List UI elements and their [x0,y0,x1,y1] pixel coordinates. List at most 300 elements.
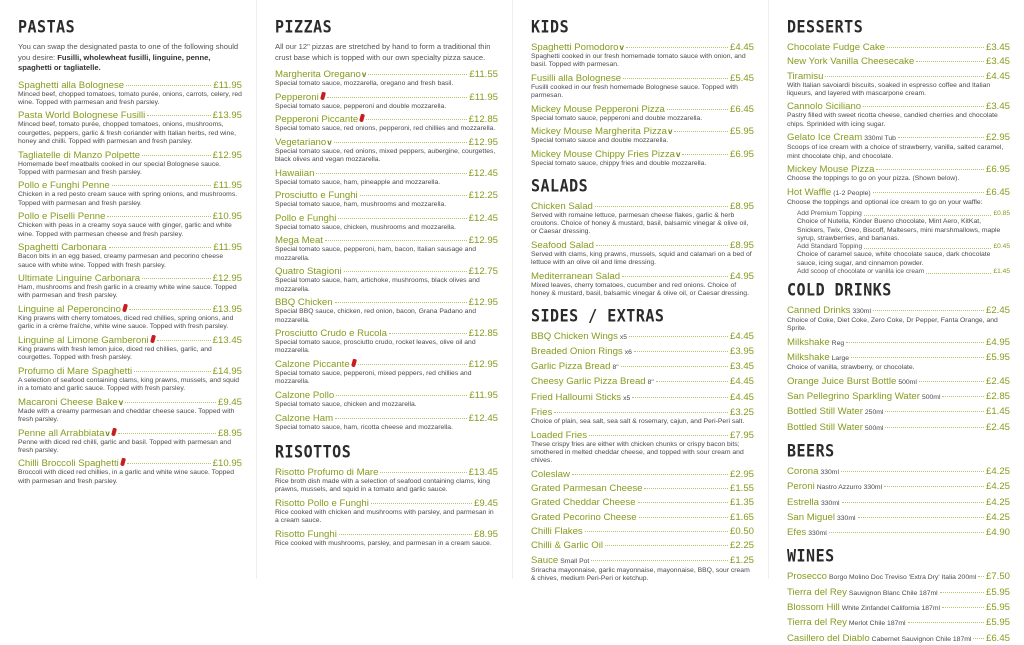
menu-item-price: £3.95 [729,345,754,357]
menu-item [531,331,754,343]
menu-item [18,335,242,363]
premium-topping-desc: Choice of Nutella, Kinder Bueno chocolate, Mint Aero, KitKat, Snickers, Twix, Oreo, Biscoff, Maltesers, mini marshmallows, maple syrup, strawberries, and bananas. [797,218,1001,243]
menu-item-size: Sauvignon Blanc Chile 187ml [848,589,938,597]
menu-item-price: £12.45 [468,167,498,179]
menu-item [787,56,1010,67]
menu-item [787,101,1010,129]
menu-item-row [18,180,242,191]
menu-item-name: Prosecco [787,571,827,583]
menu-item-name: Mickey Mouse Margherita Pizza [531,126,667,138]
menu-item [275,359,498,387]
menu-item-row [275,137,498,148]
menu-item [18,428,242,456]
menu-item-row [531,346,754,358]
menu-item-price: £1.65 [729,511,754,523]
menu-item [531,469,754,480]
menu-item-description: Special tomato sauce, ham, ricotta cheese and mozzarella. [275,423,453,431]
menu-item-row [531,42,754,53]
menu-item-row [531,512,754,523]
desserts-list [787,42,1010,207]
menu-item-name: Vegetariano [275,136,327,148]
menu-item-price: £11.95 [469,91,498,103]
menu-item [787,376,1010,388]
menu-item-description: Special tomato sauce, ham, pineapple and mozzarella. [275,178,441,186]
menu-item-description: Homemade beef meatballs cooked in our special Bolognese sauce. Topped with parmesan and fresh parsley. [18,160,221,176]
menu-item [531,483,754,494]
menu-item-row [787,602,1010,614]
menu-item-size: 330ml Tub [864,135,896,143]
menu-item-row [787,352,1010,364]
menu-item-price: £3.45 [985,101,1010,113]
menu-item [18,366,242,394]
menu-item [275,190,498,209]
pizzas-list [275,69,498,432]
menu-item-row [787,71,1010,82]
menu-item [275,168,498,187]
menu-item-name: Blossom Hill [787,601,840,613]
menu-item [275,114,498,133]
menu-item-name: Milkshake [787,336,830,348]
menu-item-name: Efes [787,527,807,539]
menu-item-name: Cannolo Siciliano [787,101,862,113]
menu-item-row [787,422,1010,434]
menu-item-price: £4.95 [985,336,1010,348]
chilli-icon [111,427,117,436]
menu-item-row [787,406,1010,418]
menu-item-description: Special tomato sauce, chicken and mozzarella. [275,400,417,408]
menu-item-description: Special tomato sauce, prosciutto crudo, rocket leaves, olive oil and mozzarella. [275,339,476,355]
menu-item-price: £4.25 [985,481,1010,493]
menu-item [531,42,754,70]
menu-item-name: Tagliatelle di Manzo Polpette [18,149,141,161]
menu-item-row [787,42,1010,53]
menu-item-price: £9.45 [217,396,242,408]
menu-item-row [787,466,1010,478]
menu-item-description: King prawns with fresh lemon juice, diced red chillies, garlic, and courgettes. Topped with fresh parsley. [18,345,212,362]
menu-item-name: Coleslaw [531,468,570,480]
menu-item-price: £4.25 [985,496,1010,508]
column-pastas [0,0,256,579]
pastas-heading: PASTAS [18,17,76,37]
menu-item-row [18,397,242,408]
menu-item-name: Linguine al Peperoncino [18,304,121,316]
menu-item-description: Choice of vanilla, strawberry, or chocolate. [787,364,915,372]
beers-heading: BEERS [787,441,835,461]
menu-item-description: Sriracha mayonnaise, garlic mayonnaise, mayonnaise, BBQ, sour cream & chives, medium Peri-Peri or ketchup. [531,566,750,582]
menu-item-size: 330ml [837,514,856,522]
menu-item-name: BBQ Chicken Wings [531,330,618,342]
menu-item-name: Pollo e Funghi [275,212,337,224]
menu-item-name: Ultimate Linguine Carbonara [18,273,141,285]
menu-item-row [531,469,754,480]
menu-item-description: Minced beef, tomato purée, chopped tomatoes, onions, mushrooms, courgettes, peppers, garlic & fresh coriander with Italian herbs, red wine, honey and chilli. Topped with parmesan and fresh parsley. [18,121,236,145]
menu-item-description: Rice cooked with mushrooms, parsley, and parmesan in a cream sauce. [275,539,492,547]
menu-item-row [531,376,754,388]
menu-item-price: £4.45 [729,42,754,53]
menu-item-description: Special BBQ sauce, chicken, red onion, bacon, Grana Padano and mozzarella. [275,308,477,324]
menu-item-price: £10.95 [212,211,242,223]
menu-item-row [787,187,1010,199]
menu-item-name: BBQ Chicken [275,297,333,309]
menu-item-name: Hot Waffle [787,186,832,198]
menu-item-name: Spaghetti Pomodoro [531,42,619,53]
menu-item-price: £2.95 [985,132,1010,144]
menu-item [531,555,754,584]
menu-item-row [18,428,242,439]
menu-item-description: Special tomato sauce and double mozzarella. [531,137,669,145]
menu-item-price: £5.95 [985,617,1010,629]
menu-item [275,213,498,232]
menu-item-name: Pepperoni Piccante [275,114,359,126]
menu-item [787,391,1010,403]
menu-item-name: Bottled Still Water [787,421,863,433]
menu-item-name: Grated Cheddar Cheese [531,497,636,509]
menu-item-price: £1.25 [729,554,754,566]
menu-item-name: Fries [531,407,553,419]
menu-item-name: Spaghetti alla Bolognese [18,79,125,91]
menu-item [787,42,1010,53]
menu-item-row [787,337,1010,349]
menu-item-row [18,211,242,222]
menu-item-price: £14.95 [212,365,242,377]
menu-item-size: White Zinfandel California 187ml [841,604,941,612]
menu-item-row [787,56,1010,67]
menu-item [531,126,754,145]
menu-item-row [531,540,754,551]
menu-item-row [275,213,498,224]
menu-item-name: Risotto Profumo di Mare [275,467,379,479]
menu-item-row [787,512,1010,524]
menu-item-name: Penne all Arrabbiata [18,427,105,439]
menu-item [787,571,1010,583]
menu-item-price: £5.95 [985,586,1010,598]
menu-item-price: £5.45 [729,72,754,84]
menu-item [531,430,754,466]
menu-item-price: £3.45 [985,42,1010,53]
menu-item-price: £2.25 [729,540,754,552]
menu-item [18,180,242,208]
menu-item-row [531,149,754,160]
menu-item-description: A selection of seafood containing clams, king prawns, mussels, and squid in a tomato and garlic sauce. Topped with fresh parsley. [18,376,240,393]
menu-item [531,407,754,426]
menu-item-size: 500ml [921,394,941,402]
menu-item-name: San Miguel [787,511,835,523]
menu-item [787,71,1010,99]
menu-item-row [275,297,498,308]
menu-item-name: Milkshake [787,352,830,364]
kids-heading: KIDS [531,17,570,37]
menu-item [18,458,242,486]
menu-item [531,201,754,237]
standard-topping-desc: Choice of caramel sauce, white chocolate sauce, dark chocolate sauce, icing sugar, and cinnamon powder. [797,251,991,267]
menu-item-row [531,392,754,404]
menu-item-price: £5.95 [985,352,1010,364]
menu-item-description: With Italian savoiardi biscuits, soaked in espresso coffee and Italian liqueurs, and layered with mascarpone cream. [787,81,991,97]
menu-item-row [18,150,242,161]
salads-list [531,201,754,299]
menu-item [787,512,1010,524]
menu-item-price: £12.95 [212,149,242,161]
menu-item-size: x6 [624,348,632,356]
menu-item [275,69,498,88]
menu-item-row [18,80,242,91]
menu-item [787,422,1010,434]
menu-item-row [531,407,754,418]
menu-item-price: £6.45 [985,186,1010,198]
menu-item-name: Chocolate Fudge Cake [787,42,886,53]
menu-item [18,304,242,332]
menu-item-price: £6.95 [985,164,1010,176]
menu-item-row [531,201,754,212]
menu-item-row [18,335,242,346]
menu-item-name: Pollo e Piselli Penne [18,211,106,223]
salads-heading: SALADS [531,175,589,196]
menu-item-price: £11.55 [469,69,498,80]
column-pizzas [256,0,512,579]
menu-item-price: £4.45 [729,330,754,342]
menu-item-name: Garlic Pizza Bread [531,361,611,373]
menu-item-row [787,376,1010,388]
menu-item-row [275,235,498,246]
menu-item [275,266,498,294]
menu-item-price: £12.95 [468,235,498,247]
menu-item-name: Pollo e Funghi Penne [18,180,110,192]
vegetarian-icon: v [619,43,624,52]
menu-item [787,602,1010,614]
menu-item-price: £12.45 [468,212,498,224]
vegetarian-icon: v [105,428,110,438]
menu-item-description: Scoops of ice cream with a choice of strawberry, vanilla, salted caramel, mint chocolate chip, and chocolate. [787,144,1004,160]
vegetarian-icon: v [118,397,124,407]
menu-item-size: 330ml [852,307,871,315]
menu-item [531,497,754,508]
menu-item-name: Mickey Mouse Chippy Fries Pizza [531,148,675,160]
menu-item-price: £12.75 [468,266,498,278]
menu-item-size: 8" [612,364,619,372]
menu-item-price: £11.95 [213,242,242,254]
wines-heading: WINES [787,546,835,567]
menu-item-price: £8.95 [729,239,754,251]
menu-item [275,467,498,495]
menu-item-description: Pastry filled with sweet ricotta cheese, candied cherries and chocolate chips. Sprinkled with icing sugar. [787,112,998,128]
menu-item-name: Canned Drinks [787,304,851,316]
menu-item-row [275,359,498,370]
menu-item [275,137,498,165]
menu-item-description: Special tomato sauce, red onions, mixed peppers, aubergine, courgettes, black olives and vegan mozzarella. [275,147,496,164]
menu-item-name: Quatro Stagioni [275,266,342,278]
menu-item-description: Served with romaine lettuce, parmesan cheese flakes, garlic & herb croutons. Choice of honey & mustard, basil, balsamic vinegar & olive oil, or Caesar dressing. [531,211,749,236]
menu-item-row [787,132,1010,144]
menu-item-price: £9.45 [473,497,498,509]
vegetarian-icon: v [667,127,673,137]
menu-item-row [275,69,498,80]
menu-item-row [531,104,754,115]
menu-item-price: £5.95 [729,126,754,138]
menu-item-price: £0.50 [729,525,754,537]
menu-item-description: Choose the toppings and optional ice cream to go on your waffle: [787,198,983,206]
menu-item-size: 330ml [821,499,840,507]
menu-item-price: £8.95 [473,528,498,540]
menu-item-description: Broccoli with diced red chillies, in a garlic and white wine sauce. Topped with parmesan and fresh parsley. [18,469,234,485]
menu-item-name: Pepperoni [275,91,319,103]
menu-item-description: Special tomato sauce, chicken, mushrooms and mozzarella. [275,223,456,231]
menu-item [787,164,1010,183]
menu-item-name: Bottled Still Water [787,406,863,418]
menu-item-name: Tierra del Rey [787,617,847,629]
menu-item [787,617,1010,629]
menu-item-price: £13.45 [212,334,242,346]
menu-item-row [275,498,498,509]
menu-item-size: Borgo Molino Doc Treviso 'Extra Dry' Italia 200ml [829,574,977,582]
menu-item [531,104,754,123]
menu-item-name: Calzone Pollo [275,389,335,401]
menu-item-name: Gelato Ice Cream [787,132,863,144]
menu-item-price: £3.25 [729,407,754,419]
menu-item-price: £4.95 [729,270,754,282]
menu-item-price: £10.95 [212,458,242,470]
menu-item-description: Special tomato sauce, ham, artichoke, mushrooms, black olives and mozzarella. [275,277,480,293]
menu-item-row [275,266,498,277]
menu-item-size: 330ml [820,468,839,476]
chilli-icon [150,335,156,344]
menu-item-size: 500ml [898,378,917,386]
menu-item [18,211,242,239]
cold-drinks-list [787,305,1010,434]
cold-drinks-heading: COLD DRINKS [787,280,892,300]
menu-item-name: Sauce [531,554,559,566]
menu-item-description: Spaghetti cooked in our fresh homemade tomato sauce with onion, and basil. Topped with parmesan. [531,53,746,69]
vegetarian-icon: v [361,70,367,79]
menu-item-price: £12.95 [468,136,498,148]
menu-item-size: 330ml [808,530,827,538]
menu-item-description: Special tomato sauce, pepperoni and double mozzarella. [531,114,703,122]
menu-item [18,110,242,146]
menu-item-name: Mega Meat [275,235,323,247]
menu-item-size: Nastro Azzurro 330ml [816,484,883,492]
menu-item [531,540,754,551]
menu-item-price: £1.55 [729,483,754,495]
menu-item-name: Chilli Broccoli Spaghetti [18,458,119,470]
menu-item [531,240,754,268]
menu-item-description: Served with clams, king prawns, mussels, squid and calamari on a bed of lettuce with an olive oil and lime dressing. [531,250,752,267]
menu-item-name: New York Vanilla Cheesecake [787,56,915,68]
menu-item-name: Prosciutto Crudo e Rucola [275,328,387,340]
menu-item-description: Choice of Coke, Diet Coke, Zero Coke, Dr Pepper, Fanta Orange, and Sprite. [787,316,998,333]
menu-item-price: £3.45 [729,361,754,373]
menu-item-row [275,413,498,424]
menu-item-description: Special tomato sauce, mozzarella, oregano and fresh basil. [275,80,454,87]
menu-item-row [787,633,1010,645]
menu-item-price: £12.25 [468,190,498,202]
menu-item-row [787,527,1010,539]
premium-topping-row: Add Premium Topping £0.85 [797,210,1010,218]
menu-item-name: Mickey Mouse Pepperoni Pizza [531,103,665,115]
chilli-icon [359,114,365,123]
menu-item-name: Seafood Salad [531,239,594,251]
menu-item-name: Casillero del Diablo [787,632,870,644]
menu-item-name: Grated Pecorino Cheese [531,511,637,523]
menu-item [787,187,1010,207]
risottos-list [275,467,498,548]
menu-item-name: Prosciutto e Funghi [275,190,358,202]
menu-item [531,346,754,358]
menu-item-name: Estrella [787,496,819,508]
menu-item-description: Choice of plain, sea salt, sea salt & rosemary, cajun, and Peri-Peri salt. [531,418,745,426]
menu-item-price: £5.95 [985,601,1010,613]
menu-item-price: £4.25 [985,465,1010,477]
menu-item-description: Mixed leaves, cherry tomatoes, cucumber and red onions. Choice of honey & mustard, basil, balsamic vinegar & olive oil, or Caesar dressing. [531,281,749,297]
menu-item-name: Calzone Ham [275,412,334,424]
menu-item-row [531,73,754,84]
menu-item-row [18,366,242,377]
menu-item-name: Macaroni Cheese Bake [18,396,118,408]
menu-item-row [275,328,498,339]
risottos-heading: RISOTTOS [275,442,352,462]
menu-item-size: (1-2 People) [833,189,871,197]
menu-item-name: Chicken Salad [531,200,593,212]
sides-list [531,331,754,584]
wines-list [787,571,1010,644]
menu-item-price: £13.45 [468,467,498,479]
menu-item [531,149,754,168]
menu-item-price: £8.95 [217,427,242,439]
menu-item-row [275,168,498,179]
menu-item-row [531,240,754,251]
pizzas-intro: All our 12" pizzas are stretched by hand to form a traditional thin crust base which is topped with our own specialty pizza sauce. [275,42,491,62]
menu-item-name: Profumo di Mare Spaghetti [18,365,133,377]
menu-item-name: Calzone Piccante [275,359,350,371]
menu-item [787,337,1010,349]
menu-item [275,328,498,356]
menu-item-price: £2.45 [985,304,1010,316]
menu-item-row [787,571,1010,583]
menu-item-price: £12.85 [468,328,498,340]
menu-item-row [787,617,1010,629]
menu-item [531,376,754,388]
menu-item-description: Bacon bits in an egg based, creamy parmesan and pecorino cheese sauce with white wine. Topped with fresh parsley. [18,253,224,269]
menu-item-description: Special tomato sauce, pepperoni, mixed peppers, red chillies and mozzarella. [275,370,472,386]
menu-item-row [531,497,754,508]
menu-item-name: Linguine al Limone Gamberoni [18,334,149,346]
menu-item [787,132,1010,161]
menu-item-description: Special tomato sauce, red onions, pepperoni, red chillies and mozzarella. [275,125,496,133]
menu-item-row [18,110,242,121]
menu-item-row [531,126,754,137]
column-desserts [768,0,1024,644]
menu-item-row [531,483,754,494]
menu-item [787,497,1010,509]
menu-item [531,512,754,523]
menu-item-name: Cheesy Garlic Pizza Bread [531,376,646,388]
menu-item-price: £6.45 [729,103,754,115]
menu-item [18,150,242,178]
sides-heading: SIDES / EXTRAS [531,305,665,326]
menu-item-price: £12.85 [468,114,498,126]
menu-item [787,587,1010,599]
menu-item-name: Mickey Mouse Pizza [787,164,875,176]
menu-item [531,392,754,404]
menu-item-description: Rice cooked with chicken and mushrooms with parsley, and parmesan in a cream sauce. [275,508,494,525]
menu-item-name: Tiramisu [787,70,824,82]
menu-item-price: £7.50 [985,571,1010,583]
column-kids [512,0,768,582]
menu-item [787,406,1010,418]
menu-item [787,305,1010,334]
menu-item-price: £2.85 [985,391,1010,403]
menu-item-price: £13.95 [212,304,242,316]
menu-item-description: Penne with diced red chilli, garlic and basil. Topped with parmesan and fresh parsley. [18,438,231,454]
menu-item-description: Chicken in a red pesto cream sauce with spring onions, and mushrooms. Topped with parmesan and fresh parsley. [18,191,238,207]
